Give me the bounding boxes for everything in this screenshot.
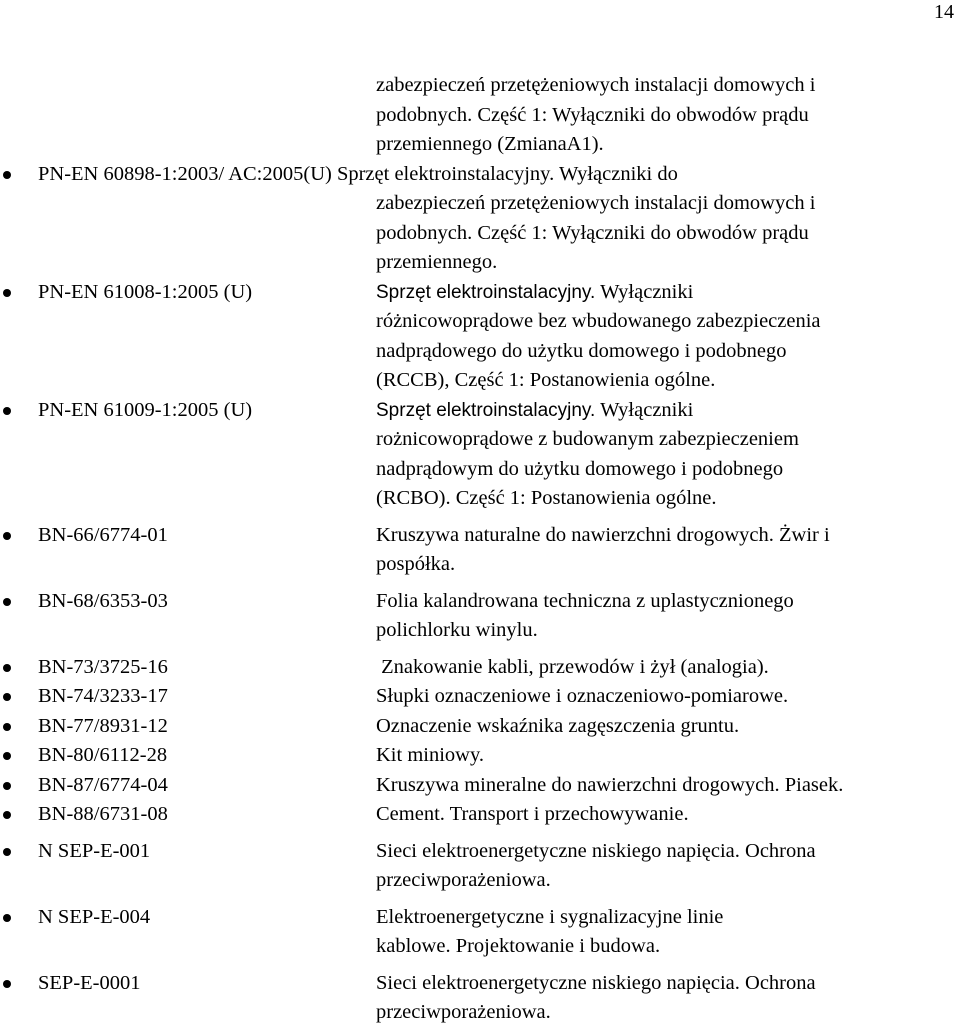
list-item	[0, 741, 960, 771]
bullet-icon	[3, 723, 11, 731]
item-description	[376, 71, 960, 160]
description-line: Kruszywa naturalne do nawierzchni drogowych. Żwir i	[376, 523, 830, 546]
bullet-icon	[3, 289, 11, 297]
description-line	[376, 396, 960, 426]
list-item	[0, 969, 960, 1028]
description-line: podobnych. Część 1: Wyłączniki do obwodów prądu	[376, 221, 809, 244]
item-description	[376, 587, 960, 646]
description-line: kablowe. Projektowanie i budowa.	[376, 935, 661, 957]
standard-code: SEP-E-0001	[38, 971, 141, 994]
list-item	[0, 653, 960, 683]
bullet-icon	[3, 782, 11, 790]
description-line: przeciwporażeniowa.	[376, 1001, 551, 1023]
description-line: podobnych. Część 1: Wyłączniki do obwodów prądu	[376, 103, 809, 126]
description-line: Znakowanie kabli, przewodów i żył (analogia).	[376, 655, 769, 678]
bullet-icon	[3, 664, 11, 672]
description-line: Sieci elektroenergetyczne niskiego napięcia. Ochrona	[376, 839, 816, 862]
description-line: zabezpieczeń przetężeniowych instalacji domowych i	[376, 74, 816, 96]
item-description	[376, 741, 960, 771]
bullet-icon	[3, 532, 11, 540]
description-line: przeciwporażeniowa.	[376, 869, 551, 891]
description-line: rożnicowoprądowe z budowanym zabezpieczeniem	[376, 428, 799, 450]
description-line: pospółka.	[376, 553, 456, 575]
description-line: nadprądowym do użytku domowego i podobnego	[376, 457, 784, 480]
standard-code: BN-77/8931-12	[38, 714, 168, 737]
list-item	[0, 800, 960, 830]
description-line: Folia kalandrowana techniczna z uplastycznionego	[376, 589, 794, 612]
item-description	[376, 712, 960, 742]
bullet-icon	[3, 598, 11, 606]
list-item	[0, 160, 960, 278]
bullet-icon	[3, 693, 11, 701]
bullet-icon	[3, 171, 11, 179]
bullet-icon	[3, 407, 11, 415]
item-description	[376, 278, 960, 396]
description-line: polichlorku winylu.	[376, 619, 538, 641]
description-line: przemiennego (ZmianaA1).	[376, 133, 604, 155]
list-item	[0, 521, 960, 580]
description-text: Wyłączniki	[595, 398, 694, 421]
bullet-icon	[3, 811, 11, 819]
item-lead-line: PN-EN 60898-1:2003/ AC:2005(U) Sprzęt elektroinstalacyjny. Wyłączniki do	[38, 162, 678, 185]
standard-code: BN-66/6774-01	[38, 523, 168, 546]
item-description	[376, 800, 960, 830]
bullet-icon	[3, 980, 11, 988]
standard-code: N SEP-E-004	[38, 905, 151, 928]
description-line: Elektroenergetyczne i sygnalizacyjne linie	[376, 905, 724, 928]
description-line: Sieci elektroenergetyczne niskiego napięcia. Ochrona	[376, 971, 816, 994]
item-description	[376, 682, 960, 712]
item-description	[376, 903, 960, 962]
description-line: różnicowoprądowe bez wbudowanego zabezpieczenia	[376, 310, 821, 332]
description-line: (RCCB), Część 1: Postanowienia ogólne.	[376, 369, 716, 391]
list-item	[0, 682, 960, 712]
standard-code: N SEP-E-001	[38, 839, 151, 862]
standard-code: BN-88/6731-08	[38, 803, 168, 825]
description-line: Kit miniowy.	[376, 744, 485, 766]
list-item	[0, 837, 960, 896]
standards-list	[0, 71, 960, 1028]
standard-code: BN-80/6112-28	[38, 744, 168, 766]
description-line: przemiennego.	[376, 251, 498, 273]
standard-code: BN-68/6353-03	[38, 589, 168, 612]
page-number: 14	[934, 1, 954, 23]
bullet-icon	[3, 914, 11, 922]
item-description	[376, 189, 960, 278]
description-line: zabezpieczeń przetężeniowych instalacji domowych i	[376, 192, 816, 214]
list-item	[0, 587, 960, 646]
list-item-continuation	[0, 71, 960, 160]
description-line: (RCBO). Część 1: Postanowienia ogólne.	[376, 487, 717, 509]
description-text: Sprzęt elektroinstalacyjny.	[376, 399, 596, 421]
item-description	[376, 837, 960, 896]
description-line: Oznaczenie wskaźnika zagęszczenia gruntu.	[376, 714, 740, 737]
standard-code: BN-87/6774-04	[38, 773, 168, 796]
description-text: Sprzęt elektroinstalacyjny.	[376, 281, 596, 303]
description-text: Wyłączniki	[595, 280, 694, 303]
list-item	[0, 903, 960, 962]
list-item	[0, 278, 960, 396]
item-description	[376, 521, 960, 580]
item-description	[376, 653, 960, 683]
standard-code: PN-EN 61008-1:2005 (U)	[38, 280, 253, 303]
list-item	[0, 771, 960, 801]
item-description	[376, 396, 960, 514]
bullet-icon	[3, 848, 11, 856]
description-line: Słupki oznaczeniowe i oznaczeniowo-pomiarowe.	[376, 685, 789, 707]
list-item	[0, 396, 960, 514]
item-description	[376, 969, 960, 1028]
list-item	[0, 712, 960, 742]
description-line: nadprądowego do użytku domowego i podobnego	[376, 339, 787, 362]
description-line: Kruszywa mineralne do nawierzchni drogowych. Piasek.	[376, 773, 844, 796]
description-line	[376, 278, 960, 308]
bullet-icon	[3, 752, 11, 760]
standard-code: BN-74/3233-17	[38, 685, 168, 707]
description-line: Cement. Transport i przechowywanie.	[376, 803, 689, 825]
standard-code: PN-EN 61009-1:2005 (U)	[38, 398, 253, 421]
standard-code: BN-73/3725-16	[38, 655, 168, 678]
item-description	[376, 771, 960, 801]
